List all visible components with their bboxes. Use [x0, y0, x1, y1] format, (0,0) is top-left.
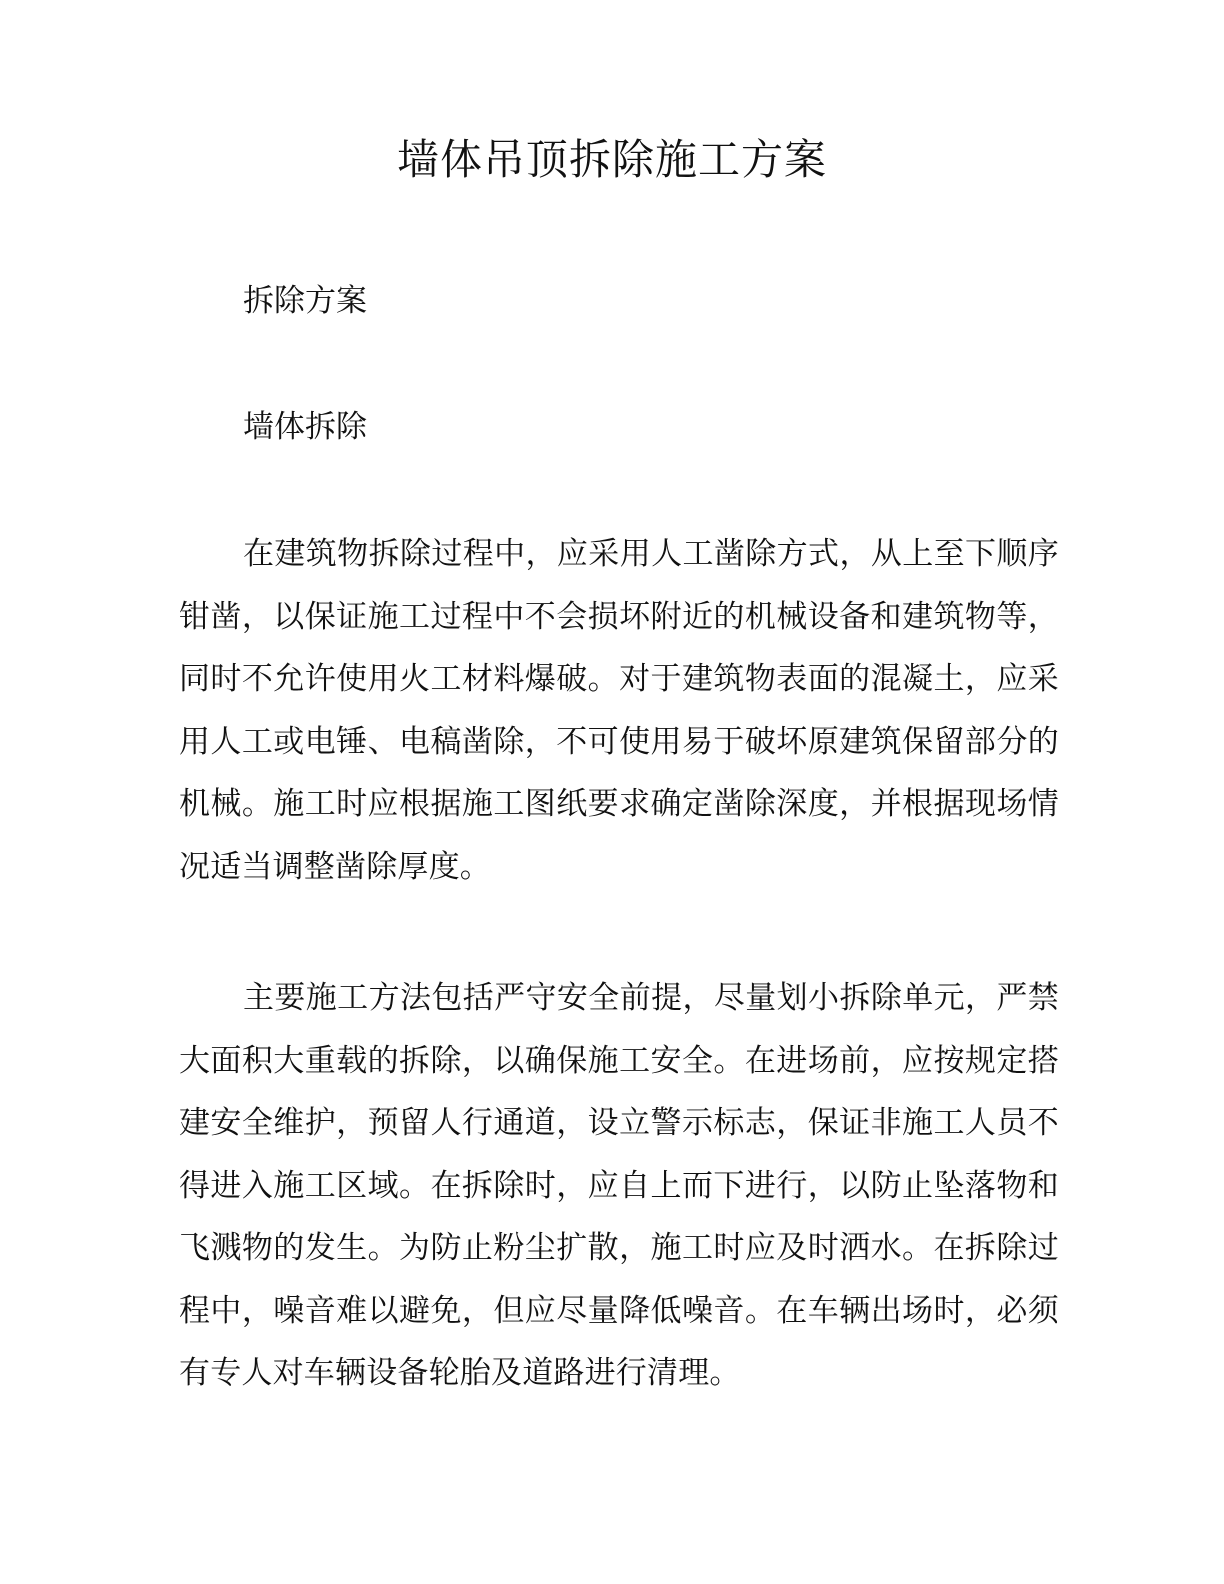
section-heading-demolition-plan: 拆除方案: [243, 283, 367, 319]
paragraph-construction-safety: 主要施工方法包括严守安全前提，尽量划小拆除单元，严禁大面积大重载的拆除，以确保施工安全。在进场前，应按规定搭建安全维护，预留人行通道，设立警示标志，保证非施工人员不得进入施工区域。在拆除时，应自上而下进行，以防止坠落物和飞溅物的发生。为防止粉尘扩散，施工时应及时洒水。在拆除过程中，噪音难以避免，但应尽量降低噪音。在车辆出场时，必须有专人对车辆设备轮胎及道路进行清理。: [179, 980, 1059, 1391]
document-title: 墙体吊顶拆除施工方案: [396, 135, 827, 184]
paragraph-demolition-method: 在建筑物拆除过程中，应采用人工凿除方式，从上至下顺序钳凿，以保证施工过程中不会损坏附近的机械设备和建筑物等，同时不允许使用火工材料爆破。对于建筑物表面的混凝土，应采用人工或电锤、电稿凿除，不可使用易于破坏原建筑保留部分的机械。施工时应根据施工图纸要求确定凿除深度，并根据现场情况适当调整凿除厚度。: [179, 536, 1059, 885]
section-heading-wall-demolition: 墙体拆除: [243, 409, 367, 445]
